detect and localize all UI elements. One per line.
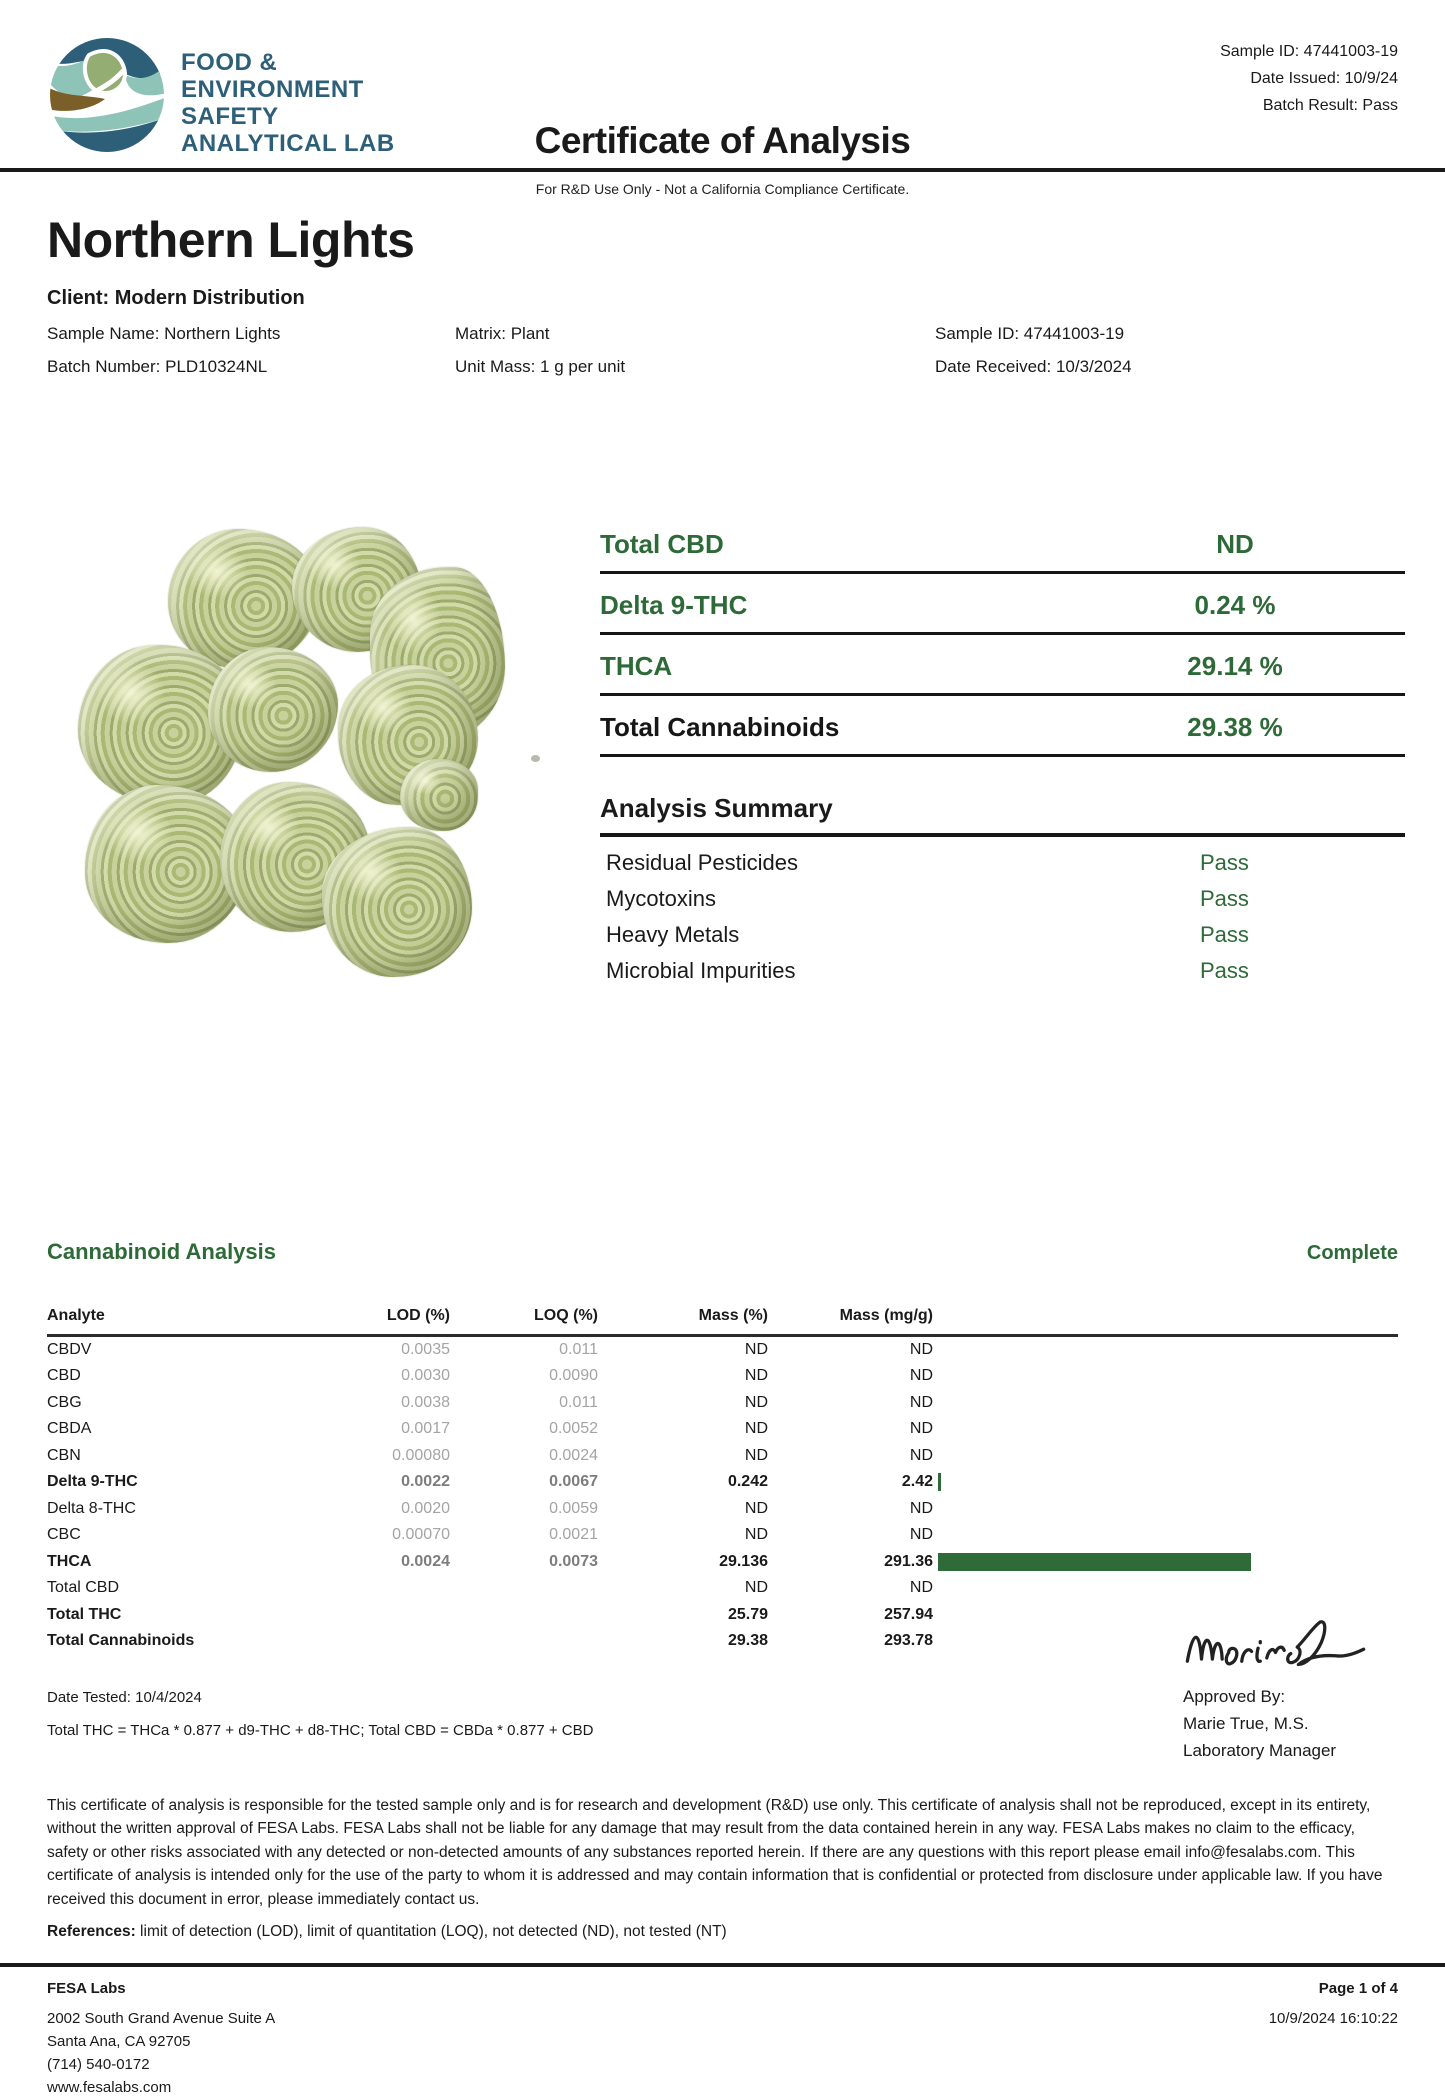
analyte-cell: CBDV — [47, 1340, 92, 1358]
mass-pct-cell: 25.79 — [727, 1605, 768, 1623]
client-line: Client: Modern Distribution — [47, 287, 305, 309]
potency-label: THCA — [600, 651, 673, 681]
footer — [47, 1977, 1398, 2099]
loq-cell: 0.0052 — [549, 1420, 598, 1437]
test-name: Mycotoxins — [606, 886, 717, 911]
bud-image-blob — [208, 647, 338, 772]
approver-role: Laboratory Manager — [1183, 1740, 1337, 1760]
loq-cell: 0.0021 — [549, 1526, 598, 1543]
potency-row — [600, 527, 1405, 574]
footer-lab-name: FESA Labs — [47, 1980, 126, 1997]
mass-mg-cell: ND — [909, 1579, 933, 1596]
product-section — [0, 211, 1445, 377]
analyte-cell: CBDA — [47, 1420, 92, 1437]
potency-row — [600, 635, 1405, 696]
potency-summary — [600, 527, 1405, 1087]
lab-name-line: ENVIRONMENT — [181, 76, 364, 103]
analyte-cell: Delta 8-THC — [47, 1499, 136, 1517]
notes-and-approval — [47, 1686, 1398, 1764]
mass-pct-cell: ND — [744, 1393, 768, 1411]
cannabinoid-analysis-header — [47, 1239, 1398, 1265]
bar-track — [938, 1473, 1260, 1491]
footer-website: www.fesalabs.com — [47, 2079, 172, 2096]
table-row — [47, 1363, 1398, 1390]
mass-pct-cell: ND — [744, 1420, 768, 1437]
analyte-cell: Delta 9-THC — [47, 1473, 138, 1490]
analyte-cell: CBD — [47, 1367, 81, 1384]
references-text: limit of detection (LOD), limit of quantitation (LOQ), not detected (ND), not tested (NT) — [135, 1923, 727, 1940]
potency-row — [600, 696, 1405, 757]
date-issued-line: Date Issued: 10/9/24 — [1250, 70, 1398, 87]
product-name: Northern Lights — [47, 212, 415, 268]
document-title: Certificate of Analysis — [534, 120, 911, 161]
references-line — [47, 1923, 1398, 1941]
column-header: Analyte — [47, 1307, 105, 1324]
approved-by-label: Approved By: — [1183, 1686, 1286, 1706]
potency-label: Total CBD — [600, 529, 724, 559]
footer-divider — [0, 1963, 1445, 1967]
cannabinoid-table — [47, 1303, 1398, 1655]
document-subtitle: For R&D Use Only - Not a California Compliance Certificate. — [535, 181, 910, 197]
mid-section — [40, 527, 1405, 1087]
references-label: References: — [47, 1923, 136, 1940]
total-thc-formula: Total THC = THCa * 0.877 + d9-THC + d8-THC; Total CBD = CBDa * 0.877 + CBD — [47, 1721, 594, 1739]
analysis-summary-rows — [600, 845, 1405, 989]
analysis-status-badge: Complete — [1306, 1242, 1398, 1264]
test-notes — [47, 1689, 593, 1764]
table-row — [47, 1549, 1398, 1576]
sample-id-line: Sample ID: 47441003-19 — [1220, 43, 1398, 60]
analysis-summary-title: Analysis Summary — [600, 793, 1405, 837]
potency-row — [600, 574, 1405, 635]
potency-label: Total Cannabinoids — [600, 712, 840, 742]
mass-mg-cell: ND — [909, 1526, 933, 1543]
table-row — [47, 1522, 1398, 1549]
lod-cell: 0.0038 — [401, 1393, 450, 1411]
signature-icon — [1183, 1611, 1368, 1681]
test-name: Microbial Impurities — [606, 958, 796, 983]
bar-track — [938, 1553, 1260, 1571]
lod-cell: 0.0035 — [401, 1340, 450, 1358]
mass-mg-cell: 2.42 — [901, 1473, 933, 1490]
footer-page-info — [1269, 1977, 1398, 2099]
mass-pct-cell: ND — [744, 1446, 768, 1464]
analysis-summary-row — [600, 953, 1405, 989]
batch-number-field: Batch Number: PLD10324NL — [47, 357, 268, 376]
potency-value: 0.24 % — [1194, 590, 1276, 620]
mass-mg-cell: ND — [909, 1367, 933, 1384]
mass-pct-cell: ND — [744, 1526, 768, 1543]
analyte-cell: THCA — [47, 1552, 92, 1570]
table-row — [47, 1416, 1398, 1443]
potency-value: ND — [1216, 529, 1254, 559]
footer-phone: (714) 540-0172 — [47, 2056, 150, 2073]
analyte-cell: Total THC — [47, 1605, 122, 1623]
mass-pct-cell: ND — [744, 1499, 768, 1517]
cannabinoid-analysis-title: Cannabinoid Analysis — [47, 1239, 277, 1264]
test-result: Pass — [1200, 958, 1249, 983]
test-name: Heavy Metals — [606, 922, 740, 947]
analyte-cell: Total CBD — [47, 1579, 120, 1596]
lab-name-line: ANALYTICAL LAB — [181, 130, 395, 157]
column-header: LOQ (%) — [534, 1307, 598, 1324]
test-result: Pass — [1200, 886, 1249, 911]
footer-address-line: Santa Ana, CA 92705 — [47, 2033, 191, 2050]
sample-id-field: Sample ID: 47441003-19 — [935, 324, 1125, 343]
mass-mg-cell: ND — [909, 1340, 933, 1358]
thca-mass-bar — [938, 1553, 1251, 1571]
loq-cell: 0.0059 — [549, 1499, 598, 1517]
table-row — [47, 1390, 1398, 1417]
mass-mg-cell: 257.94 — [884, 1605, 933, 1623]
mass-pct-cell: 29.38 — [727, 1632, 768, 1649]
potency-value: 29.38 % — [1187, 712, 1283, 742]
lod-cell: 0.00080 — [392, 1446, 450, 1464]
analysis-summary-row — [600, 881, 1405, 917]
mass-mg-cell: ND — [909, 1420, 933, 1437]
delta9-thc-mass-bar — [938, 1473, 941, 1491]
lod-cell: 0.0020 — [401, 1499, 450, 1517]
mass-pct-cell: ND — [744, 1579, 768, 1596]
header-meta — [1220, 38, 1398, 119]
matrix-field: Matrix: Plant — [455, 324, 550, 343]
table-row — [47, 1337, 1398, 1364]
page-number: Page 1 of 4 — [1318, 1980, 1398, 1997]
mass-mg-cell: 293.78 — [884, 1632, 933, 1649]
header — [0, 0, 1445, 172]
lab-name-line: SAFETY — [181, 103, 279, 130]
analysis-summary-row — [600, 917, 1405, 953]
table-header-row — [47, 1303, 1398, 1337]
table-row — [47, 1469, 1398, 1496]
disclaimer-text: This certificate of analysis is responsible for the tested sample only and is for research and development (R&D) use only. This certificate of analysis shall not be reproduced, except in its entirety, without the written approval of FESA Labs. FESA Labs shall not be liable for any damage that may result from the data contained herein in any way. FESA Labs makes no claim to the efficacy, safety or other risks associated with any detected or non-detected amounts of any substances reported herein. If there are any questions with this report please email info@fesalabs.com. This certificate of analysis is intended only for the use of the party to whom it is addressed and may contain information that is confidential or protected from disclosure under applicable law. If you have received this document in error, please immediately contact us. — [47, 1796, 1383, 1908]
column-header: Mass (%) — [698, 1307, 768, 1324]
mass-mg-cell: 291.36 — [884, 1552, 933, 1570]
loq-cell: 0.0073 — [549, 1552, 598, 1570]
sample-name-field: Sample Name: Northern Lights — [47, 324, 281, 343]
mass-pct-cell: ND — [744, 1367, 768, 1384]
analyte-cell: CBG — [47, 1393, 82, 1411]
analysis-summary-row — [600, 845, 1405, 881]
table-row — [47, 1443, 1398, 1470]
test-name: Residual Pesticides — [606, 850, 798, 875]
table-row — [47, 1496, 1398, 1523]
test-result: Pass — [1200, 850, 1249, 875]
loq-cell: 0.0067 — [549, 1473, 598, 1490]
lab-name-line: FOOD & — [181, 49, 278, 76]
approver-name: Marie True, M.S. — [1183, 1713, 1309, 1733]
analyte-cell: CBC — [47, 1526, 81, 1543]
lod-cell: 0.0024 — [401, 1552, 450, 1570]
lod-cell: 0.0022 — [401, 1473, 450, 1490]
table-row — [47, 1575, 1398, 1602]
test-result: Pass — [1200, 922, 1249, 947]
bud-image-blob — [400, 759, 478, 831]
bud-crumb — [531, 755, 540, 762]
mass-pct-cell: ND — [744, 1340, 768, 1358]
loq-cell: 0.011 — [559, 1340, 598, 1358]
lod-cell: 0.0030 — [401, 1367, 450, 1384]
bud-image-blob — [322, 827, 472, 977]
date-received-field: Date Received: 10/3/2024 — [935, 357, 1132, 376]
potency-value: 29.14 % — [1187, 651, 1283, 681]
footer-timestamp: 10/9/2024 16:10:22 — [1268, 2010, 1398, 2027]
loq-cell: 0.011 — [559, 1393, 598, 1411]
unit-mass-field: Unit Mass: 1 g per unit — [455, 357, 626, 376]
date-tested-line: Date Tested: 10/4/2024 — [47, 1688, 202, 1706]
mass-pct-cell: 29.136 — [719, 1552, 768, 1570]
mass-mg-cell: ND — [909, 1446, 933, 1464]
lod-cell: 0.0017 — [401, 1420, 450, 1437]
batch-result-line: Batch Result: Pass — [1262, 97, 1398, 114]
analyte-cell: Total Cannabinoids — [47, 1632, 195, 1649]
analyte-cell: CBN — [47, 1446, 81, 1464]
footer-address-line: 2002 South Grand Avenue Suite A — [47, 2010, 276, 2027]
potency-label: Delta 9-THC — [600, 590, 748, 620]
mass-pct-cell: 0.242 — [727, 1473, 768, 1490]
loq-cell: 0.0090 — [549, 1367, 598, 1384]
column-header: LOD (%) — [386, 1307, 450, 1324]
footer-lab-info — [47, 1977, 275, 2099]
approval-block — [1183, 1611, 1398, 1764]
loq-cell: 0.0024 — [549, 1446, 598, 1464]
lod-cell: 0.00070 — [392, 1526, 450, 1543]
mass-mg-cell: ND — [909, 1499, 933, 1517]
sample-info-grid — [47, 324, 1398, 377]
bar-cell — [933, 1473, 1398, 1491]
product-photo — [70, 527, 540, 1002]
mass-mg-cell: ND — [909, 1393, 933, 1411]
column-header: Mass (mg/g) — [839, 1307, 933, 1324]
bar-cell — [933, 1553, 1398, 1571]
